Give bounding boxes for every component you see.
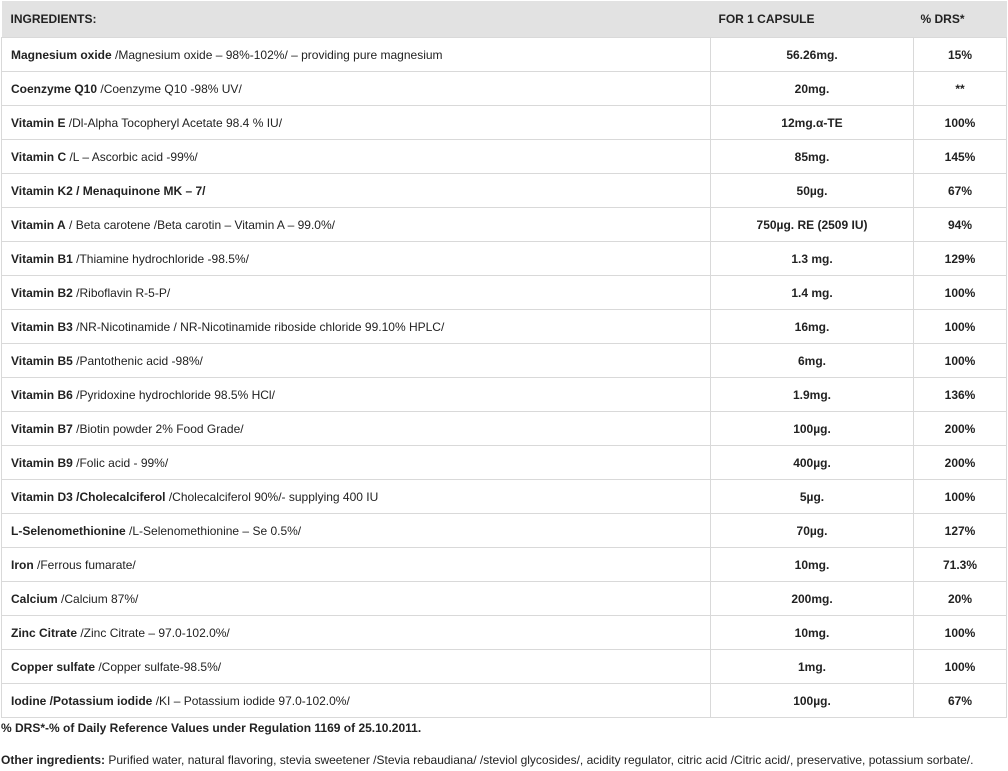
drs-cell: 100% bbox=[914, 310, 1007, 344]
ingredient-name: Vitamin E bbox=[11, 115, 66, 130]
amount-cell: 16mg. bbox=[711, 310, 914, 344]
ingredient-name: Vitamin B2 bbox=[11, 285, 73, 300]
ingredient-description: /Magnesium oxide – 98%-102%/ – providing pure magnesium bbox=[111, 47, 443, 62]
amount-cell: 1.3 mg. bbox=[711, 242, 914, 276]
drs-cell: 100% bbox=[914, 650, 1007, 684]
ingredient-description: /Copper sulfate-98.5%/ bbox=[95, 659, 222, 674]
ingredient-name: Iodine /Potassium iodide bbox=[11, 693, 153, 708]
ingredient-name: Vitamin C bbox=[11, 149, 67, 164]
ingredient-name: Calcium bbox=[11, 591, 58, 606]
drs-cell: 67% bbox=[914, 684, 1007, 718]
table-row bbox=[2, 514, 1007, 548]
table-row bbox=[2, 446, 1007, 480]
amount-cell: 10mg. bbox=[711, 616, 914, 650]
ingredient-cell bbox=[2, 412, 711, 446]
ingredient-cell bbox=[2, 548, 711, 582]
ingredient-cell bbox=[2, 38, 711, 72]
ingredient-description: /Riboflavin R-5-P/ bbox=[72, 285, 171, 300]
table-row bbox=[2, 412, 1007, 446]
ingredient-description: /L – Ascorbic acid -99%/ bbox=[66, 149, 198, 164]
drs-cell: 100% bbox=[914, 106, 1007, 140]
drs-cell: 100% bbox=[914, 344, 1007, 378]
drs-cell: 94% bbox=[914, 208, 1007, 242]
ingredient-cell bbox=[2, 106, 711, 140]
drs-cell: ** bbox=[914, 72, 1007, 106]
table-row bbox=[2, 480, 1007, 514]
table-row bbox=[2, 378, 1007, 412]
ingredient-cell bbox=[2, 242, 711, 276]
header-row bbox=[2, 1, 1007, 38]
table-row bbox=[2, 242, 1007, 276]
drs-cell: 145% bbox=[914, 140, 1007, 174]
ingredient-description: /Biotin powder 2% Food Grade/ bbox=[72, 421, 244, 436]
table-body bbox=[2, 38, 1007, 718]
header-drs: % DRS* bbox=[914, 1, 1007, 38]
amount-cell: 1.9mg. bbox=[711, 378, 914, 412]
ingredient-cell bbox=[2, 446, 711, 480]
ingredient-name: Vitamin B9 bbox=[11, 455, 73, 470]
amount-cell: 100µg. bbox=[711, 684, 914, 718]
ingredient-description: /Ferrous fumarate/ bbox=[33, 557, 136, 572]
ingredient-description: /NR-Nicotinamide / NR-Nicotinamide riboside chloride 99.10% HPLC/ bbox=[72, 319, 445, 334]
drs-cell: 136% bbox=[914, 378, 1007, 412]
table-row bbox=[2, 72, 1007, 106]
drs-cell: 129% bbox=[914, 242, 1007, 276]
ingredients-table bbox=[1, 1, 1007, 718]
ingredient-cell bbox=[2, 514, 711, 548]
ingredient-description: /L-Selenomethionine – Se 0.5%/ bbox=[125, 523, 302, 538]
amount-cell: 400µg. bbox=[711, 446, 914, 480]
table-row bbox=[2, 140, 1007, 174]
amount-cell: 10mg. bbox=[711, 548, 914, 582]
ingredient-name: Vitamin K2 / Menaquinone MK – 7/ bbox=[11, 183, 206, 198]
ingredient-cell bbox=[2, 684, 711, 718]
table-row bbox=[2, 684, 1007, 718]
amount-cell: 12mg.α-TE bbox=[711, 106, 914, 140]
amount-cell: 70µg. bbox=[711, 514, 914, 548]
amount-cell: 85mg. bbox=[711, 140, 914, 174]
amount-cell: 20mg. bbox=[711, 72, 914, 106]
table-row bbox=[2, 38, 1007, 72]
ingredient-name: Iron bbox=[11, 557, 34, 572]
table-row bbox=[2, 616, 1007, 650]
ingredient-description: / Beta carotene /Beta carotin – Vitamin A – 99.0%/ bbox=[65, 217, 335, 232]
drs-footnote: % DRS*-% of Daily Reference Values under Regulation 1169 of 25.10.2011. bbox=[1, 721, 422, 735]
drs-cell: 67% bbox=[914, 174, 1007, 208]
ingredient-cell bbox=[2, 344, 711, 378]
ingredient-cell bbox=[2, 174, 711, 208]
drs-cell: 100% bbox=[914, 480, 1007, 514]
ingredient-cell bbox=[2, 140, 711, 174]
table-row bbox=[2, 174, 1007, 208]
table-row bbox=[2, 582, 1007, 616]
ingredient-description: /Pyridoxine hydrochloride 98.5% HCl/ bbox=[72, 387, 275, 402]
table-row bbox=[2, 548, 1007, 582]
ingredient-name: Vitamin D3 /Cholecalciferol bbox=[11, 489, 166, 504]
ingredient-name: Vitamin B5 bbox=[11, 353, 73, 368]
ingredient-name: Vitamin B7 bbox=[11, 421, 73, 436]
ingredient-description: /Calcium 87%/ bbox=[57, 591, 139, 606]
amount-cell: 750µg. RE (2509 IU) bbox=[711, 208, 914, 242]
ingredient-name: Magnesium oxide bbox=[11, 47, 112, 62]
amount-cell: 5µg. bbox=[711, 480, 914, 514]
drs-cell: 127% bbox=[914, 514, 1007, 548]
ingredient-description: /Cholecalciferol 90%/- supplying 400 IU bbox=[165, 489, 379, 504]
header-ingredients: INGREDIENTS: bbox=[2, 1, 711, 38]
drs-cell: 100% bbox=[914, 276, 1007, 310]
amount-cell: 56.26mg. bbox=[711, 38, 914, 72]
header-per-capsule: FOR 1 CAPSULE bbox=[711, 1, 914, 38]
amount-cell: 1mg. bbox=[711, 650, 914, 684]
other-ingredients bbox=[1, 753, 973, 767]
drs-cell: 15% bbox=[914, 38, 1007, 72]
ingredient-name: Vitamin A bbox=[11, 217, 66, 232]
table-row bbox=[2, 650, 1007, 684]
ingredient-cell bbox=[2, 208, 711, 242]
ingredient-cell bbox=[2, 378, 711, 412]
ingredient-description: /Coenzyme Q10 -98% UV/ bbox=[97, 81, 242, 96]
drs-cell: 20% bbox=[914, 582, 1007, 616]
drs-cell: 200% bbox=[914, 446, 1007, 480]
ingredient-cell bbox=[2, 276, 711, 310]
ingredient-cell bbox=[2, 650, 711, 684]
ingredient-name: Vitamin B3 bbox=[11, 319, 73, 334]
amount-cell: 1.4 mg. bbox=[711, 276, 914, 310]
drs-cell: 200% bbox=[914, 412, 1007, 446]
table-row bbox=[2, 208, 1007, 242]
ingredient-description: /Zinc Citrate – 97.0-102.0%/ bbox=[77, 625, 230, 640]
drs-cell: 71.3% bbox=[914, 548, 1007, 582]
table-header bbox=[2, 1, 1007, 38]
ingredient-cell bbox=[2, 582, 711, 616]
ingredient-description: /Folic acid - 99%/ bbox=[72, 455, 169, 470]
drs-cell: 100% bbox=[914, 616, 1007, 650]
ingredient-description: /Pantothenic acid -98%/ bbox=[72, 353, 203, 368]
amount-cell: 6mg. bbox=[711, 344, 914, 378]
amount-cell: 50µg. bbox=[711, 174, 914, 208]
ingredient-name: Vitamin B6 bbox=[11, 387, 73, 402]
ingredient-name: Coenzyme Q10 bbox=[11, 81, 98, 96]
other-ingredients-label: Other ingredients: bbox=[1, 753, 106, 767]
ingredient-name: L-Selenomethionine bbox=[11, 523, 126, 538]
amount-cell: 200mg. bbox=[711, 582, 914, 616]
ingredient-description: /Thiamine hydrochloride -98.5%/ bbox=[72, 251, 249, 266]
ingredient-name: Vitamin B1 bbox=[11, 251, 73, 266]
table-row bbox=[2, 310, 1007, 344]
ingredient-description: /Dl-Alpha Tocopheryl Acetate 98.4 % IU/ bbox=[65, 115, 283, 130]
table-row bbox=[2, 106, 1007, 140]
ingredient-cell bbox=[2, 72, 711, 106]
other-ingredients-text: Purified water, natural flavoring, stevia sweetener /Stevia rebaudiana/ /steviol glycosides/, acidity regulator, citric acid /Citric acid/, preservative, potassium sorbate/. bbox=[105, 753, 974, 767]
ingredient-name: Copper sulfate bbox=[11, 659, 96, 674]
ingredient-cell bbox=[2, 480, 711, 514]
ingredient-cell bbox=[2, 310, 711, 344]
amount-cell: 100µg. bbox=[711, 412, 914, 446]
ingredient-name: Zinc Citrate bbox=[11, 625, 78, 640]
ingredient-description: /KI – Potassium iodide 97.0-102.0%/ bbox=[152, 693, 350, 708]
table-row bbox=[2, 276, 1007, 310]
ingredient-cell bbox=[2, 616, 711, 650]
table-row bbox=[2, 344, 1007, 378]
